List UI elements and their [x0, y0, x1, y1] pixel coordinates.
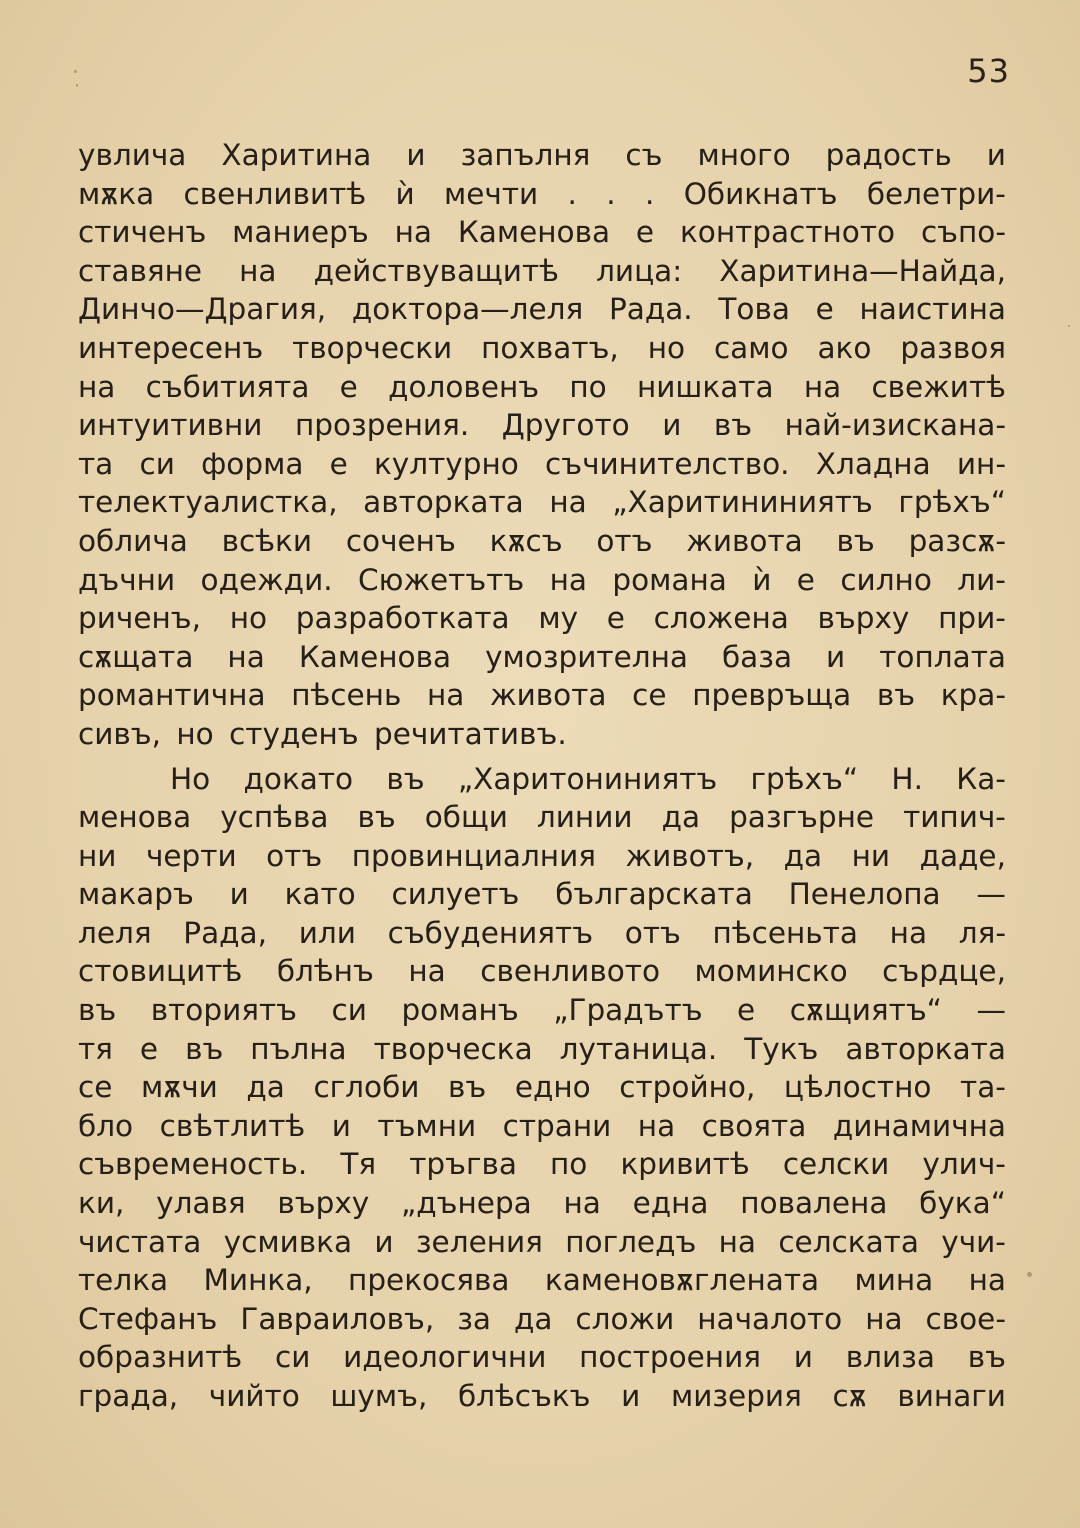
text-line: ки, улавя върху „дънера на една повалена бука“	[78, 1186, 1006, 1221]
text-line: съвременость. Тя тръгва по кривитѣ селски улич-	[78, 1147, 1006, 1182]
paragraph-2	[78, 760, 1006, 1416]
text-line: мѫка свенливитѣ ѝ мечти . . . Обикнатъ белетри-	[78, 176, 1006, 211]
text-line: сивъ, но студенъ речитативъ.	[78, 716, 567, 751]
text-line: Но докато въ „Харитониниятъ грѣхъ“ Н. Ка-	[170, 761, 1006, 796]
text-line: Стефанъ Гавраиловъ, за да сложи началото на свое-	[78, 1301, 1006, 1336]
paper-speck	[1027, 1272, 1032, 1277]
text-line: риченъ, но разработката му е сложена върху при-	[78, 601, 1006, 636]
text-line: романтична пѣсень на живота се превръща въ кра-	[78, 678, 1006, 713]
text-line: стиченъ маниеръ на Каменова е контрастното съпо-	[78, 215, 1006, 250]
text-line: образнитѣ си идеологични построения и влиза въ	[78, 1340, 1006, 1375]
paper-speck	[1068, 325, 1070, 327]
text-line: се мѫчи да сглоби въ едно стройно, цѣлостно та-	[78, 1070, 1006, 1105]
text-line: на събитията е доловенъ по нишката на свежитѣ	[78, 369, 1006, 404]
text-line: тя е въ пълна творческа лутаница. Тукъ авторката	[78, 1031, 1006, 1066]
text-line: телектуалистка, авторката на „Харитининиятъ грѣхъ“	[78, 485, 1006, 520]
text-line: града, чийто шумъ, блѣсъкъ и мизерия сѫ винаги	[78, 1379, 1006, 1413]
text-line: чистата усмивка и зеления погледъ на селската учи-	[78, 1224, 1006, 1259]
body-text	[78, 136, 1006, 1416]
text-line: сѫщата на Каменова умозрителна база и топлата	[78, 639, 1006, 674]
text-line: дъчни одежди. Сюжетътъ на романа ѝ е силно ли-	[78, 562, 1006, 597]
paper-speck	[74, 70, 77, 73]
text-line: Динчо—Драгия, доктора—леля Рада. Това е наистина	[78, 292, 1006, 327]
text-line: та си форма е културно съчинителство. Хладна ин-	[78, 446, 1006, 481]
paper-speck	[76, 84, 78, 87]
text-line: леля Рада, или събудениятъ отъ пѣсеньта на ля-	[78, 915, 1006, 950]
text-line: интересенъ творчески похватъ, но само ако развоя	[78, 330, 1006, 365]
text-line: увлича Харитина и запълня съ много радость и	[78, 138, 1006, 172]
text-line: бло свѣтлитѣ и тъмни страни на своята динамична	[78, 1108, 1006, 1143]
text-line: стовицитѣ блѣнъ на свенливото моминско сърдце,	[78, 954, 1006, 989]
text-line: макаръ и като силуетъ българската Пенелопа —	[78, 877, 1006, 912]
text-line: интуитивни прозрения. Другото и въ най-изискана-	[78, 408, 1006, 443]
text-line: ставяне на действуващитѣ лица: Харитина—Найда,	[78, 253, 1006, 288]
page-number: 53	[967, 52, 1010, 90]
text-line: облича всѣки соченъ кѫсъ отъ живота въ разсѫ-	[78, 523, 1006, 558]
text-line: въ вториятъ си романъ „Градътъ е сѫщиятъ“ —	[78, 993, 1006, 1028]
text-line: телка Минка, прекосява каменовѫглената мина на	[78, 1263, 1006, 1298]
text-line: ни черти отъ провинциалния животъ, да ни даде,	[78, 838, 1006, 873]
text-line: менова успѣва въ общи линии да разгърне типич-	[78, 800, 1006, 835]
paragraph-1	[78, 136, 1006, 754]
